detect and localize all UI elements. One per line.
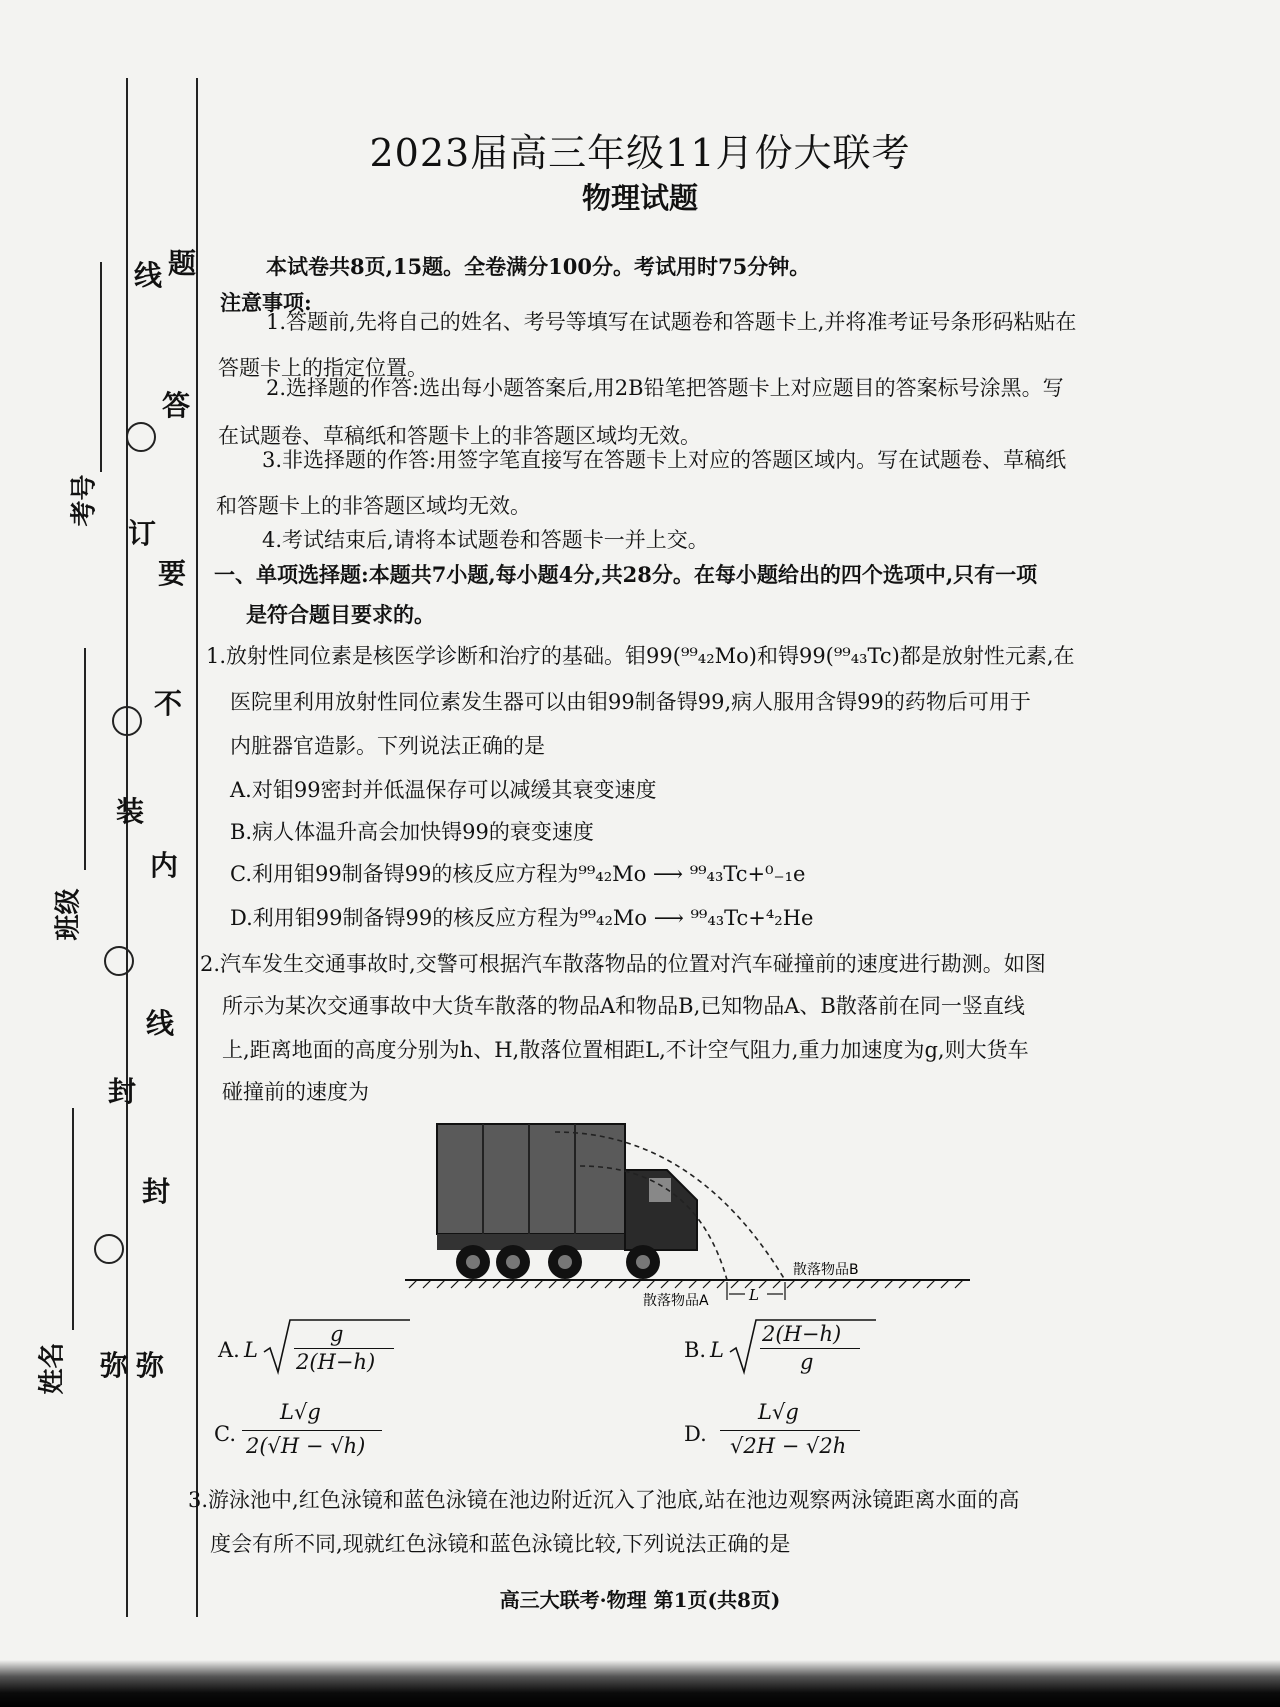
figure-label-l: L <box>749 1286 759 1304</box>
question-1-line: 1.放射性同位素是核医学诊断和治疗的基础。钼99(⁹⁹₄₂Mo)和锝99(⁹⁹₄₃Tc)都是放射性元素,在 <box>206 644 1075 668</box>
fraction-bar <box>720 1430 860 1431</box>
question-1-option-c: C.利用钼99制备锝99的核反应方程为⁹⁹₄₂Mo ⟶ ⁹⁹₄₃Tc+⁰₋₁e <box>230 862 806 886</box>
page-title: 2023届高三年级11月份大联考 <box>369 131 911 175</box>
section-heading-cont: 是符合题目要求的。 <box>246 602 435 627</box>
binding-word: 装 <box>116 795 145 828</box>
binding-word: 线 <box>134 259 163 292</box>
notice-line: 2.选择题的作答:选出每小题答案后,用2B铅笔把答题卡上对应题目的答案标号涂黑。写 <box>266 376 1064 400</box>
figure-label-a: 散落物品A <box>643 1293 709 1309</box>
notice-heading: 注意事项: <box>220 290 312 315</box>
figure-label-b: 散落物品B <box>793 1262 859 1278</box>
option-b-lead: L <box>710 1338 724 1362</box>
binding-word: 弥 <box>100 1349 129 1382</box>
scan-edge-shadow <box>0 1660 1280 1707</box>
option-d-prefix: D. <box>684 1422 707 1446</box>
binding-circle <box>94 1234 124 1264</box>
binding-word: 内 <box>150 849 179 882</box>
question-3-line: 3.游泳池中,红色泳镜和蓝色泳镜在池边附近沉入了池底,站在池边观察两泳镜距离水面的高 <box>188 1488 1020 1512</box>
binding-word: 线 <box>146 1007 175 1040</box>
question-2-line: 所示为某次交通事故中大货车散落的物品A和物品B,已知物品A、B散落前在同一竖直线 <box>222 994 1025 1018</box>
question-2-line: 碰撞前的速度为 <box>222 1080 369 1104</box>
truck-diagram <box>405 1110 975 1310</box>
notice-line: 4.考试结束后,请将本试题卷和答题卡一并上交。 <box>262 528 709 552</box>
option-b-denominator: g <box>800 1350 814 1374</box>
binding-word: 封 <box>108 1075 137 1108</box>
option-b-numerator: 2(H−h) <box>762 1322 842 1346</box>
binding-word: 封 <box>142 1175 171 1208</box>
question-1-line: 内脏器官造影。下列说法正确的是 <box>230 734 545 758</box>
notice-line: 1.答题前,先将自己的姓名、考号等填写在试题卷和答题卡上,并将准考证号条形码粘贴在 <box>266 310 1077 334</box>
option-a-denominator: 2(H−h) <box>296 1350 376 1374</box>
option-b-prefix: B. <box>684 1338 707 1362</box>
notice-line: 和答题卡上的非答题区域均无效。 <box>216 494 531 518</box>
fraction-bar <box>760 1348 860 1349</box>
fraction-bar <box>242 1430 382 1431</box>
binding-word: 要 <box>158 557 187 590</box>
question-1-option-d: D.利用钼99制备锝99的核反应方程为⁹⁹₄₂Mo ⟶ ⁹⁹₄₃Tc+⁴₂He <box>230 906 814 930</box>
option-a-lead: L <box>244 1338 258 1362</box>
page-footer: 高三大联考·物理 第1页(共8页) <box>499 1588 781 1612</box>
binding-word: 订 <box>128 517 157 550</box>
binding-word: 弥 <box>136 1349 165 1382</box>
section-heading: 一、单项选择题:本题共7小题,每小题4分,共28分。在每小题给出的四个选项中,只有一项 <box>214 562 1038 587</box>
binding-word: 答 <box>162 389 191 422</box>
option-c-denominator: 2(√H − √h) <box>246 1434 366 1458</box>
question-1-line: 医院里利用放射性同位素发生器可以由钼99制备锝99,病人服用含锝99的药物后可用于 <box>230 690 1031 714</box>
option-d-numerator: L√g <box>758 1400 799 1424</box>
option-a-numerator: g <box>330 1322 344 1346</box>
question-1-option-a: A.对钼99密封并低温保存可以减缓其衰变速度 <box>230 778 657 802</box>
binding-word: 题 <box>168 247 197 280</box>
option-c-numerator: L√g <box>280 1400 321 1424</box>
question-2-line: 2.汽车发生交通事故时,交警可根据汽车散落物品的位置对汽车碰撞前的速度进行勘测。如图 <box>200 952 1046 976</box>
binding-word: 不 <box>154 687 183 720</box>
option-c-prefix: C. <box>214 1422 236 1446</box>
notice-line: 在试题卷、草稿纸和答题卡上的非答题区域均无效。 <box>218 424 701 448</box>
notice-line: 答题卡上的指定位置。 <box>218 356 428 380</box>
exam-intro: 本试卷共8页,15题。全卷满分100分。考试用时75分钟。 <box>266 254 811 279</box>
binding-line-outer <box>126 78 128 1617</box>
name-label: 姓名 <box>37 1342 68 1395</box>
class-line <box>84 648 86 870</box>
option-a-prefix: A. <box>218 1338 240 1362</box>
binding-circle <box>126 422 156 452</box>
option-d-denominator: √2H − √2h <box>730 1434 847 1458</box>
class-label: 班级 <box>53 888 84 941</box>
binding-circle <box>112 706 142 736</box>
question-1-option-b: B.病人体温升高会加快锝99的衰变速度 <box>230 820 594 844</box>
truck-figure <box>405 1110 975 1310</box>
page-subtitle: 物理试题 <box>581 181 698 215</box>
question-3-line: 度会有所不同,现就红色泳镜和蓝色泳镜比较,下列说法正确的是 <box>210 1532 791 1556</box>
exam-number-line <box>100 262 102 472</box>
exam-number-label: 考号 <box>69 474 100 527</box>
question-2-line: 上,距离地面的高度分别为h、H,散落位置相距L,不计空气阻力,重力加速度为g,则大货车 <box>222 1038 1029 1062</box>
binding-circle <box>104 946 134 976</box>
name-line <box>72 1108 74 1330</box>
notice-line: 3.非选择题的作答:用签字笔直接写在答题卡上对应的答题区域内。写在试题卷、草稿纸 <box>262 448 1067 472</box>
fraction-bar <box>294 1348 394 1349</box>
binding-line-inner <box>196 78 198 1617</box>
